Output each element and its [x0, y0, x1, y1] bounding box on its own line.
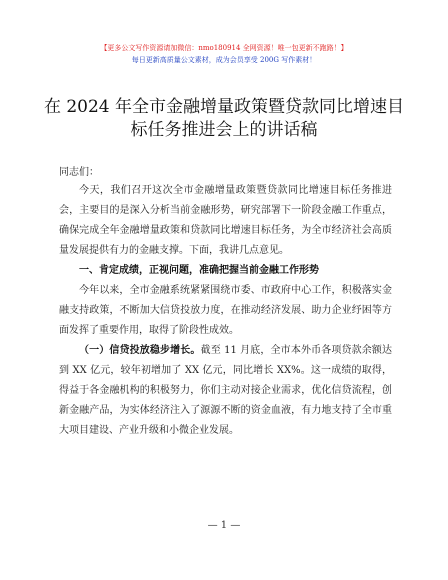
title-line-1: 在 2024 年全市金融增量政策暨贷款同比增速目	[43, 97, 405, 117]
paragraph-overview: 今年以来，全市金融系统紧紧围绕市委、市政府中心工作，积极落实金融支持政策，不断加大信贷投放力度，在推动经济发展、助力企业纾困等方面发挥了重要作用，取得了阶段性成效。	[59, 285, 392, 336]
page-number: — 1 —	[207, 520, 241, 531]
promo-line-2: 每日更新高质量公文素材，成为会员享受 200G 写作素材！	[131, 56, 317, 64]
paragraph-intro: 今天，我们召开这次全市金融增量政策暨贷款同比增速目标任务推进会，主要目的是深入分析当前金融形势，研究部署下一阶段金融工作重点，确保完成全年金融增量政策和贷款同比增速目标任务，为全市经济社会高质量发展提供有力的金融支撑。下面，我讲几点意见。	[59, 185, 392, 256]
greeting: 同志们：	[59, 167, 99, 178]
paragraph-credit	[59, 341, 392, 441]
document-title	[40, 96, 408, 142]
promo-line-1: 【更多公文写作资源请加微信：nmo180914 全网资源！唯一包更新不跑路！】	[100, 44, 348, 52]
section-heading-1: 一、肯定成绩，正视问题，准确把握当前金融工作形势	[79, 265, 319, 276]
sub-heading-credit: （一）信贷投放稳步增长。	[79, 345, 201, 356]
paragraph-credit-body: 截至 11 月底，全市本外币各项贷款余额达到 XX 亿元，较年初增加了 XX 亿元，同比增长 XX%。这一成绩的取得，得益于各金融机构的积极努力，你们主动对接企业需求，优化信贷流程，创新金融产品，为实体经济注入了源源不断的资金血液，有力地支持了全市重大项目建设、产业升级和小微企业发展。	[59, 345, 392, 436]
title-line-2: 标任务推进会上的讲话稿	[130, 120, 318, 140]
